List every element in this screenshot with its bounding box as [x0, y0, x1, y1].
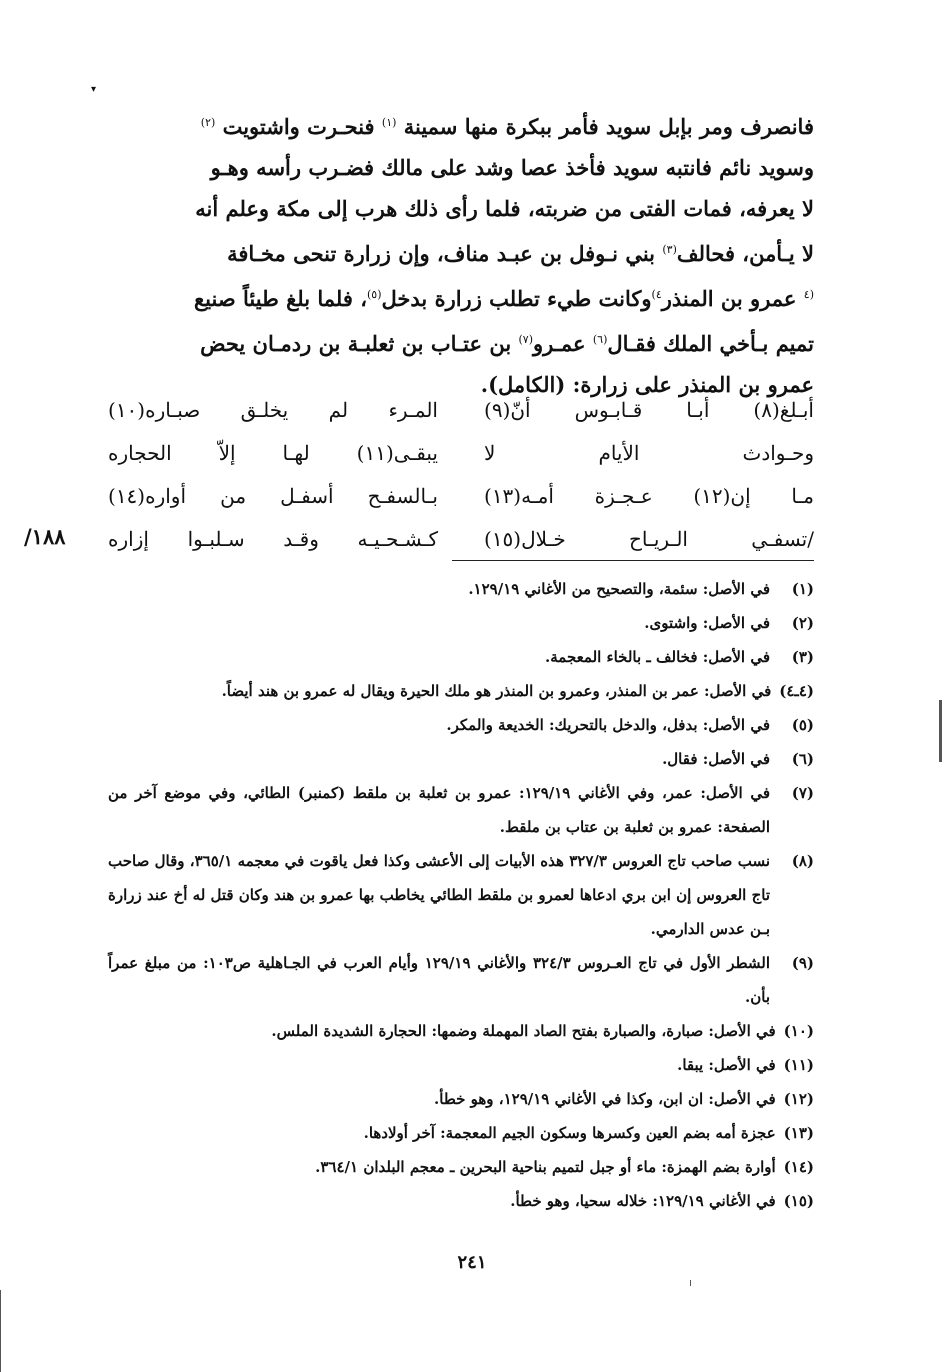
- manuscript-folio-number: ١٨٨/: [24, 524, 66, 549]
- verse-left-hemistich: يبقـى(١١) لهـا إلاّ الحجاره: [108, 440, 438, 465]
- footnote-number: (١١): [783, 1056, 814, 1074]
- footnote-text: في الأصل: صبارة، والصبارة بفتح الصاد المهملة وضمها: الحجارة الشديدة الملس.: [271, 1022, 776, 1040]
- footnote: [108, 708, 814, 742]
- footnote: [108, 1048, 814, 1082]
- footnote-number: (٦): [791, 750, 814, 768]
- footnote-text: في الأغاني ١٢٩/١٩: خلاله سحيا، وهو خطأ.: [510, 1192, 776, 1210]
- footnote-text: في الأصل: سئمة، والتصحيح من الأغاني ١٢٩/١٩.: [468, 580, 770, 598]
- footnote-number: (٢): [791, 614, 814, 632]
- verse-left-hemistich: كـشـحـيـه وقـد سـلبـوا إزاره: [108, 526, 438, 551]
- poem: [108, 388, 814, 560]
- prose-line-5: $^{(٤}$ عمرو بن المنذر$^{٤)}$وكانت طيء تطلب زرارة بدخل$^{(٥)}$، فلما بلغ طيئاً صنيع: [194, 286, 814, 311]
- poem-verse: [108, 431, 814, 474]
- footnote: [108, 1082, 814, 1116]
- scan-dot: [690, 1280, 691, 1286]
- prose-line-2: وسويد نائم فانتبه سويد فأخذ عصا وشد على مالك فضـرب رأسه وهـو: [210, 155, 814, 180]
- footnote: [108, 1150, 814, 1184]
- verse-right-hemistich: مـا إن(١٢) عـجـزة أمـه(١٣): [484, 483, 814, 508]
- footnote-number: (٥): [791, 716, 814, 734]
- footnote: [108, 844, 814, 946]
- poem-verse: [108, 474, 814, 517]
- footnote-text: في الأصل: فقال.: [662, 750, 770, 768]
- footnote-text: الشطر الأول في تاج العـروس ٣٢٤/٣ والأغاني ١٢٩/١٩ وأيام العرب في الجـاهلية ص١٠٣: من مبلغ عمراً بأن.: [108, 954, 770, 1006]
- footnote-text: في الأصل: ان ابن، وكذا في الأغاني ١٢٩/١٩، وهو خطأ.: [434, 1090, 776, 1108]
- footnote: [108, 674, 814, 708]
- footnote-number: (١٠): [783, 1022, 814, 1040]
- footnote: [108, 640, 814, 674]
- poem-verse: [108, 388, 814, 431]
- verse-right-hemistich: /تسفـي الـريـاح خـلال(١٥): [484, 526, 814, 551]
- prose-line-4: لا يـأمن، فحالف$^{(٣)}$ بني نـوفل بن عبـد مناف، وإن زرارة تنحى مخـافة: [227, 241, 814, 266]
- footnote-separator: [452, 560, 814, 561]
- footnote: [108, 742, 814, 776]
- verse-right-hemistich: وحـوادث الأيام لا: [484, 440, 814, 465]
- page-number: ٢٤١: [457, 1252, 487, 1273]
- footnotes: [108, 572, 814, 1218]
- verse-left-hemistich: المـرء لم يخلـق صبـاره(١٠): [108, 397, 438, 422]
- footnote-text: عجزة أمه بضم العين وكسرها وسكون الجيم المعجمة: آخر أولادها.: [363, 1124, 776, 1142]
- main-prose: [108, 102, 814, 405]
- footnote-number: (٩): [791, 954, 814, 972]
- footnote-number: (٨): [791, 852, 814, 870]
- footnote-number: (٣): [791, 648, 814, 666]
- footnote-number: (١٥): [783, 1192, 814, 1210]
- footnote-text: في الأصل: يبقا.: [677, 1056, 776, 1074]
- footnote-text: في الأصل: عمر، وفي الأغاني ١٢٩/١٩: عمرو بن ثعلبة بن ملقط (كمنبر) الطائي، وفي موضع آخر من الصفحة: عمرو بن ثعلبة بن عتاب بن ملقط.: [108, 784, 770, 836]
- footnote-text: في الأصل: واشتوى.: [644, 614, 770, 632]
- footnote-number: (١٤): [783, 1158, 814, 1176]
- verse-left-hemistich: بـالسفـح أسفـل من أواره(١٤): [108, 483, 438, 508]
- footnote: [108, 1116, 814, 1150]
- verse-right-hemistich: أبـلغ(٨) أبـا قـابـوس أنّ(٩): [484, 397, 814, 422]
- corner-mark: ▾: [91, 84, 97, 95]
- poem-verse: [108, 517, 814, 560]
- scan-edge-mark: [939, 700, 942, 762]
- prose-line-7: عمرو بن المنذر على زرارة: (الكامل).: [480, 372, 814, 397]
- footnote-number: (٤ـ٤): [779, 682, 814, 700]
- footnote: [108, 1014, 814, 1048]
- footnote: [108, 1184, 814, 1218]
- footnote-number: (١): [791, 580, 814, 598]
- footnote-text: أوارة بضم الهمزة: ماء أو جبل لتميم بناحية البحرين ـ معجم البلدان ٣٦٤/١.: [315, 1158, 776, 1176]
- prose-line-1: فانصرف ومر بإبل سويد فأمر ببكرة منها سمينة $^{(١)}$ فنحـرت واشتويت $^{(٢)}$: [200, 114, 814, 139]
- scan-edge-mark: [0, 1290, 1, 1372]
- prose-line-3: لا يعرفه، فمات الفتى من ضربته، فلما رأى ذلك هرب إلى مكة وعلم أنه: [195, 196, 814, 221]
- footnote: [108, 946, 814, 1014]
- footnote-number: (٧): [791, 784, 814, 802]
- footnote-text: في الأصل: بدفل، والدخل بالتحريك: الخديعة والمكر.: [446, 716, 770, 734]
- footnote-text: في الأصل: عمر بن المنذر، وعمرو بن المنذر هو ملك الحيرة ويقال له عمرو بن هند أيضاً.: [221, 682, 772, 700]
- footnote-text: نسب صاحب تاج العروس ٣٢٧/٣ هذه الأبيات إلى الأعشى وكذا فعل ياقوت في معجمه ٣٦٥/١، وقال صاحب تاج العروس إن ابن بري ادعاها لعمرو بن ملقط الطائي يخاطب بها عمرو بن هند وكان قتل له أخ عند زرارة بـن عدس الدارمي.: [108, 852, 770, 938]
- footnote: [108, 776, 814, 844]
- footnote-number: (١٢): [783, 1090, 814, 1108]
- footnote: [108, 572, 814, 606]
- footnote: [108, 606, 814, 640]
- footnote-text: في الأصل: فخالف ـ بالخاء المعجمة.: [545, 648, 770, 666]
- prose-line-6: تميم بـأخي الملك فقـال$^{(٦)}$ عمـرو$^{(٧)}$ بن عتـاب بن ثعلبـة بن ردمـان يحض: [200, 331, 814, 356]
- footnote-number: (١٣): [783, 1124, 814, 1142]
